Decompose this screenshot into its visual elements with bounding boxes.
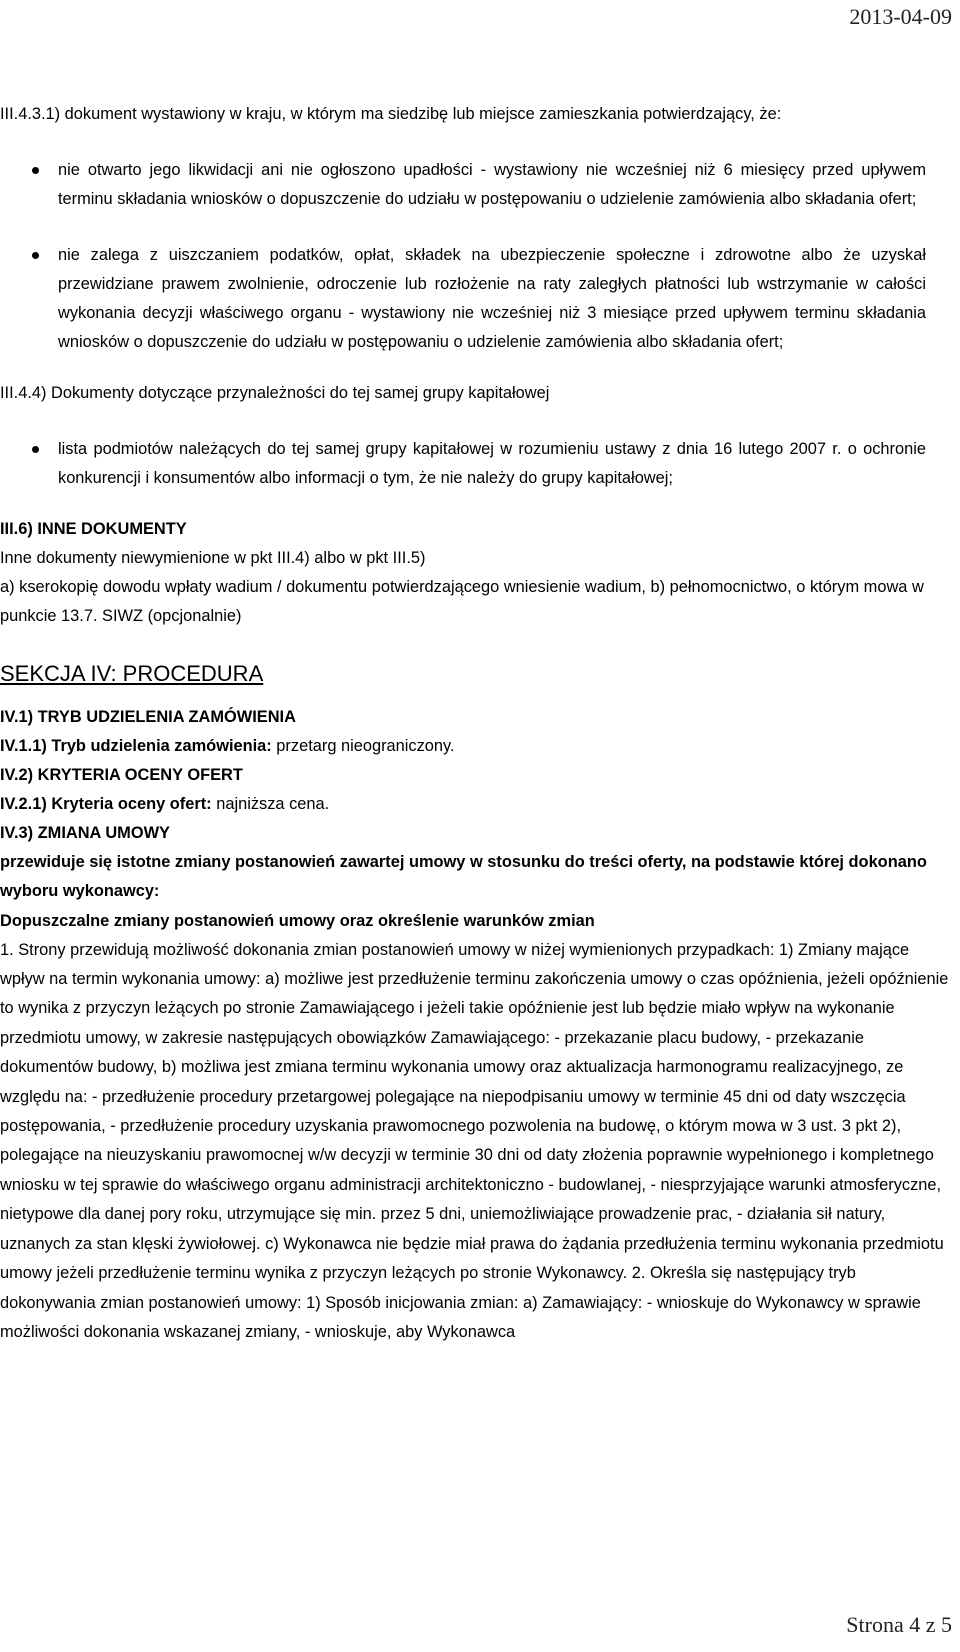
list-item-text: lista podmiotów należących do tej samej grupy kapitałowej w rozumieniu ustawy z dnia 16 lutego 2007 r. o ochronie konkurencji i konsumentów albo informacji o tym, że nie należy do grupy kapitałowej;	[58, 440, 926, 487]
section-heading-iii-4-3: III.4.3.1) dokument wystawiony w kraju, w którym ma siedzibę lub miejsce zamieszkania potwierdzający, że:	[0, 105, 782, 123]
label-iv-1-1: IV.1.1) Tryb udzielenia zamówienia:	[0, 736, 272, 755]
heading-iv-1: IV.1) TRYB UDZIELENIA ZAMÓWIENIA	[0, 707, 296, 726]
section-heading-iii-6: III.6) INNE DOKUMENTY	[0, 520, 187, 538]
value-iv-1-1: przetarg nieograniczony.	[271, 736, 455, 755]
heading-iv-3: IV.3) ZMIANA UMOWY	[0, 823, 170, 842]
row-iv-1-1	[0, 732, 956, 761]
value-iv-2-1: najniższa cena.	[211, 794, 330, 813]
bullet-icon	[32, 167, 39, 174]
row-iv-2-1	[0, 790, 956, 819]
section-subheading-iii-6: Inne dokumenty niewymienione w pkt III.4) albo w pkt III.5)	[0, 549, 426, 567]
label-iv-2-1: IV.2.1) Kryteria oceny ofert:	[0, 794, 212, 813]
text-iv-3-body: 1. Strony przewidują możliwość dokonania zmian postanowień umowy w niżej wymienionych przypadkach: 1) Zmiany mające wpływ na termin wykonania umowy: a) możliwe jest przedłużenie terminu zakończenia umowy o czas opóźnienia, jeżeli opóźnienie to wynika z przyczyn leżących po stronie Zamawiającego i jeżeli takie opóźnienie jest lub będzie miało wpływ na wykonanie przedmiotu umowy, w zakresie następujących obowiązków Zamawiającego: - przekazanie placu budowy, - przekazanie dokumentów budowy, b) możliwa jest zmiana terminu wykonania umowy oraz aktualizacja harmonogramu realizacyjnego, ze względu na: - przedłużenie procedury przetargowej polegające na niepodpisaniu umowy w terminie 45 dni od daty wszczęcia postępowania, - przedłużenie procedury uzyskania prawomocnego pozwolenia na budowę, o którym mowa w 3 ust. 3 pkt 2), polegające na nieuzyskaniu prawomocnej w/w decyzji w terminie 30 dni od daty złożenia poprawnie wypełnionego i kompletnego wniosku w tej sprawie do właściwego organu administracji architektoniczno - budowlanej, - niesprzyjające warunki atmosferyczne, nietypowe dla danej pory roku, utrzymujące się min. przez 5 dni, uniemożliwiające prowadzenie prac, - działania sił natury, uznanych za stan klęski żywiołowej. c) Wykonawca nie będzie miał prawa do żądania przedłużenia terminu wykonania przedmiotu umowy jeżeli przedłużenie terminu wynika z przyczyn leżących po stronie Wykonawcy. 2. Określa się następujący tryb dokonywania zmian postanowień umowy: 1) Sposób inicjowania zmian: a) Zamawiający: - wnioskuje do Wykonawcy w sprawie możliwości dokonania wskazanej zmiany, - wnioskuje, aby Wykonawca	[0, 940, 949, 1341]
bullet-list-iii-4-3-b	[0, 241, 956, 357]
heading-iv-2: IV.2) KRYTERIA OCENY OFERT	[0, 765, 243, 784]
list-item-text: nie zalega z uiszczaniem podatków, opłat, składek na ubezpieczenie społeczne i zdrowotne albo że uzyskał przewidziane prawem zwolnienie, odroczenie lub rozłożenie na raty zaległych płatności lub wstrzymanie w całości wykonania decyzji właściwego organu - wystawiony nie wcześniej niż 3 miesiące przed upływem terminu składania wniosków o dopuszczenie do udziału w postępowaniu o udzielenie zamówienia albo składania ofert;	[58, 246, 926, 351]
list-item	[0, 435, 956, 493]
subheading-iv-3: Dopuszczalne zmiany postanowień umowy oraz określenie warunków zmian	[0, 911, 595, 930]
document-body	[0, 100, 956, 1347]
bullet-list-iii-4-4	[0, 435, 956, 493]
bullet-icon	[32, 252, 39, 259]
section-text-iii-6: a) kserokopię dowodu wpłaty wadium / dokumentu potwierdzającego wniesienie wadium, b) pełnomocnictwo, o którym mowa w punkcie 13.7. SIWZ (opcjonalnie)	[0, 578, 924, 626]
page-title: SEKCJA IV: PROCEDURA	[0, 660, 264, 686]
text-iv-3-bold: przewiduje się istotne zmiany postanowień zawartej umowy w stosunku do treści oferty, na podstawie której dokonano wyboru wykonawcy:	[0, 852, 927, 901]
list-item	[0, 241, 956, 357]
list-item-text: nie otwarto jego likwidacji ani nie ogłoszono upadłości - wystawiony nie wcześniej niż 6 miesięcy przed upływem terminu składania wniosków o dopuszczenie do udziału w postępowaniu o udzielenie zamówienia albo składania ofert;	[58, 161, 926, 208]
list-item	[0, 156, 956, 214]
bullet-list-iii-4-3	[0, 156, 956, 214]
bullet-icon	[32, 446, 39, 453]
page-number: Strona 4 z 5	[846, 1612, 952, 1637]
section-heading-iii-4-4: III.4.4) Dokumenty dotyczące przynależności do tej samej grupy kapitałowej	[0, 384, 550, 402]
header-date: 2013-04-09	[849, 4, 952, 29]
